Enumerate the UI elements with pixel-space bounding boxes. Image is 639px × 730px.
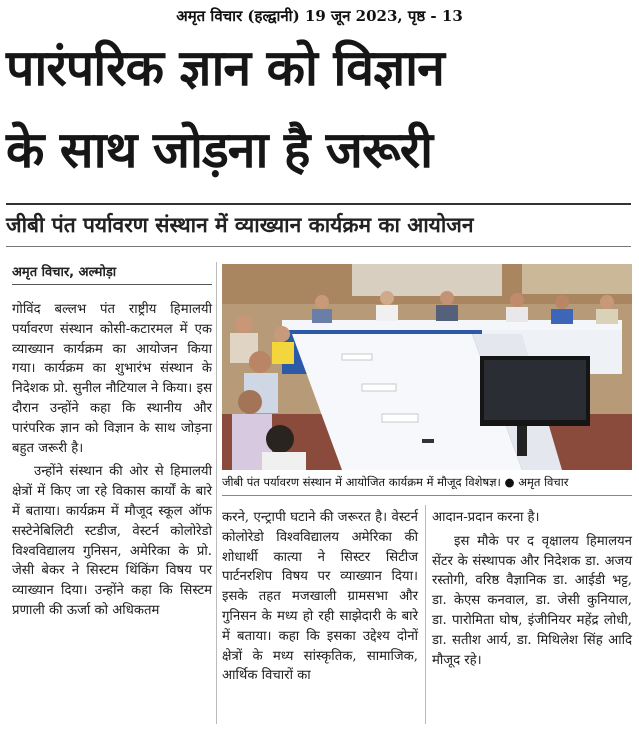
caption-credit: ● अमृत विचार bbox=[504, 475, 569, 489]
headline-line-2: के साथ जोड़ना है जरूरी bbox=[6, 121, 433, 179]
column-rule-2 bbox=[425, 505, 426, 724]
paragraph: उन्होंने संस्थान की ओर से हिमालयी क्षेत्रों में किए जा रहे विकास कार्यों के बारे में बताया। कार्यक्रम में मौजूद स्कूल ऑफ सस्टेनेबिलिटी स्टडीज, वेस्टर्न कोलोरेडो विश्वविद्यालय गुनिसन, अमेरिका के प्रो. जेसी बेकर ने सिस्टम थिंकिंग विषय पर व्याख्यान दिया। उन्होंने कहा कि सिस्टम प्रणाली की ऊर्जा को अधिकतम bbox=[12, 464, 212, 618]
column-2 bbox=[222, 508, 418, 690]
caption-rule bbox=[222, 495, 632, 496]
meeting-photo-illustration bbox=[222, 264, 632, 470]
paragraph: आदान-प्रदान करना है। bbox=[432, 510, 540, 525]
headline-line-1: पारंपरिक ज्ञान को विज्ञान bbox=[6, 39, 444, 97]
dateline: अमृत विचार, अल्मोड़ा bbox=[12, 265, 117, 280]
column-3 bbox=[432, 508, 632, 674]
headline-rule bbox=[6, 203, 631, 205]
paragraph: गोविंद बल्लभ पंत राष्ट्रीय हिमालयी पर्यावरण संस्थान कोसी-कटारमल में एक व्याख्यान कार्यक्रम का आयोजन किया गया। कार्यक्रम का शुभारंभ संस्थान के निदेशक प्रो. सुनील नौटियाल ने किया। इस दौरान उन्होंने कहा कि स्थानीय और पारंपरिक ज्ञान को विज्ञान के साथ जोड़ना बहुत जरूरी है। bbox=[12, 302, 212, 456]
subheadline-rule bbox=[6, 246, 631, 247]
dateline-rule bbox=[12, 284, 212, 285]
paragraph: इस मौके पर द वृक्षालय हिमालयन सेंटर के संस्थापक और निदेशक डा. अजय रस्तोगी, वरिष्ठ वैज्ञानिक डा. आईडी भट्ट, डा. केएस कनवाल, डा. जेसी कुनियाल, डा. पारोमिता घोष, इंजीनियर महेंद्र लोधी, डा. सतीश आर्य, डा. मिथिलेश सिंह आदि मौजूद रहे। bbox=[432, 533, 632, 668]
caption-text: जीबी पंत पर्यावरण संस्थान में आयोजित कार्यक्रम में मौजूद विशेषज्ञ। bbox=[222, 475, 501, 489]
subheadline: जीबी पंत पर्यावरण संस्थान में व्याख्यान कार्यक्रम का आयोजन bbox=[6, 213, 474, 237]
masthead: अमृत विचार (हल्द्वानी) 19 जून 2023, पृष्ठ - 13 bbox=[176, 7, 463, 25]
paragraph: करने, एन्ट्रापी घटाने की जरूरत है। वेस्टर्न कोलोरेडो विश्वविद्यालय अमेरिका की शोधार्थी कात्या ने सिस्टर सिटीज पार्टनरशिप विषय पर व्याख्यान दिया। इसके तहत मजखाली ग्रामसभा और गुनिसन के मध्य हो रही साझेदारी के बारे में बताया। कहा कि इसका उद्देश्य दोनों क्षेत्रों के मध्य सांस्कृतिक, सामाजिक, आर्थिक विचारों का bbox=[222, 510, 418, 684]
column-rule-1 bbox=[216, 262, 217, 724]
photo-caption bbox=[222, 475, 632, 490]
event-photo bbox=[222, 264, 632, 470]
column-1 bbox=[12, 300, 212, 625]
